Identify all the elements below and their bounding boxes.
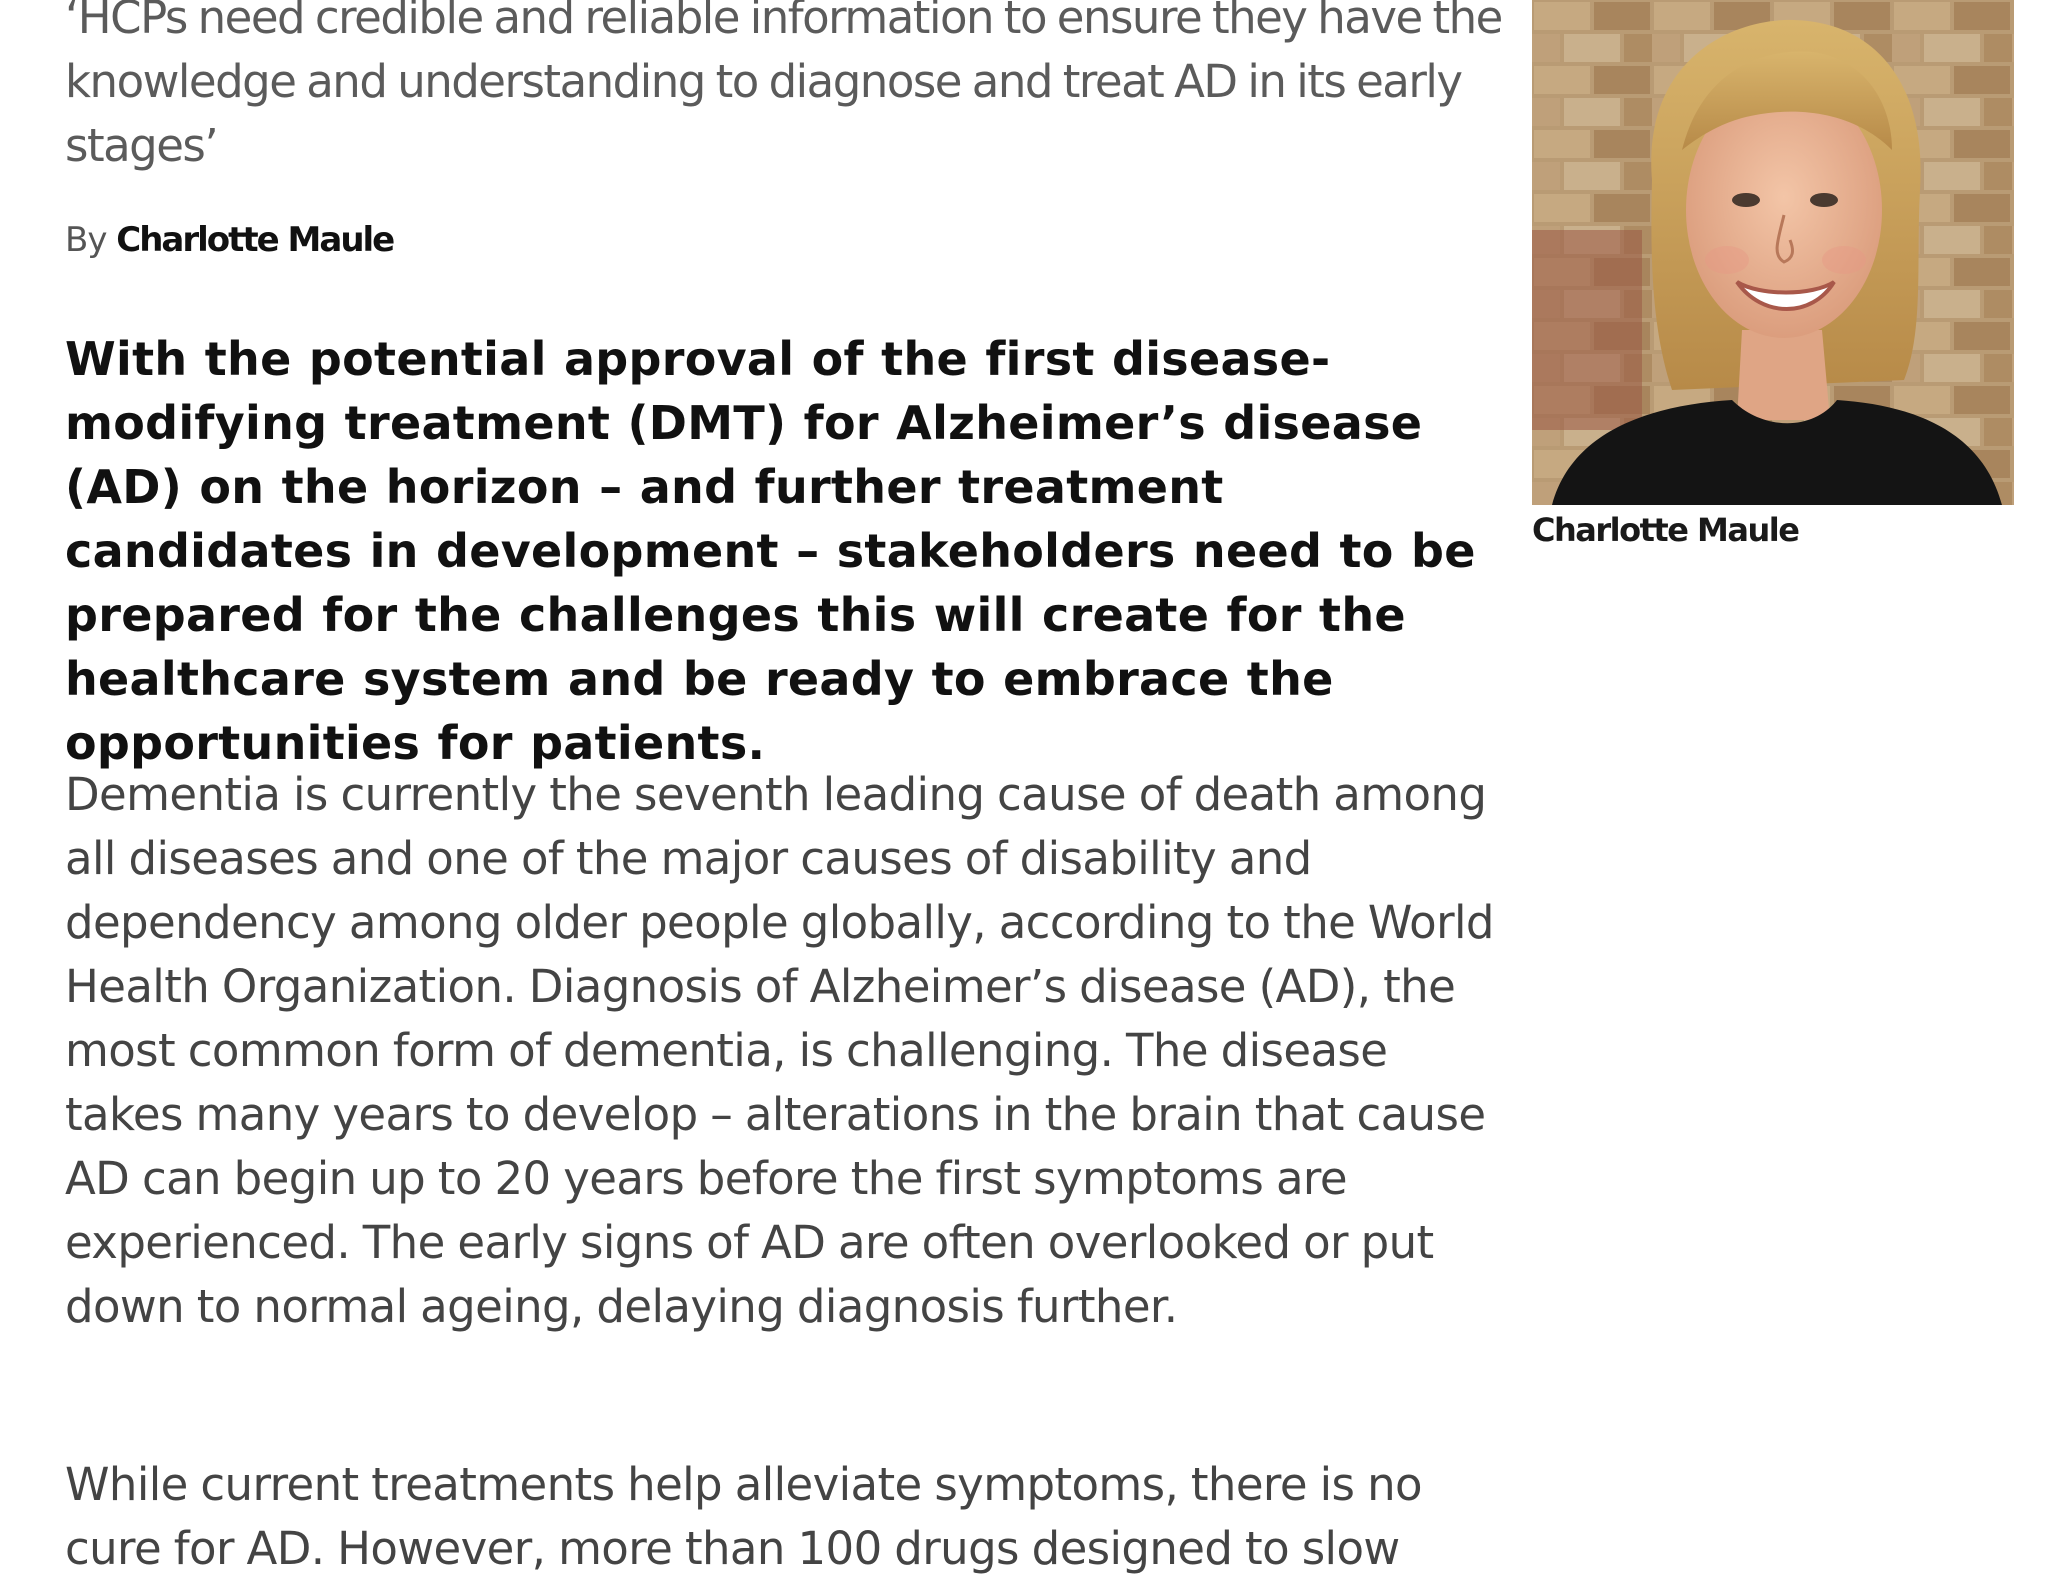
- portrait-photo-icon: [1532, 0, 2014, 505]
- article-lead-paragraph: With the potential approval of the first disease-modifying treatment (DMT) for Alzheimer’s disease (AD) on the horizon – and further treatment candidates in development – stakeholders need to be prepared for the challenges this will create for the healthcare system and be ready to embrace the opportunities for patients.: [65, 332, 1476, 770]
- byline-author-link[interactable]: Charlotte Maule: [116, 220, 394, 260]
- author-portrait-image: [1532, 0, 2014, 505]
- article-body-paragraph: Dementia is currently the seventh leading cause of death among all diseases and one of the major causes of disability and dependency among older people globally, according to the World Health Organization. Diagnosis of Alzheimer’s disease (AD), the most common form of dementia, is challenging. The disease takes many years to develop – alterations in the brain that cause AD can begin up to 20 years before the first symptoms are experienced. The early signs of AD are often overlooked or put down to normal ageing, delaying diagnosis further.: [65, 768, 1494, 1333]
- article-body-paragraph: While current treatments help alleviate symptoms, there is no cure for AD. However, more than 100 drugs designed to slow: [65, 1458, 1422, 1575]
- article-standfirst: ‘HCPs need credible and reliable information to ensure they have the knowledge and understanding to diagnose and treat AD in its early stages’: [65, 0, 1502, 172]
- article-byline: [65, 218, 393, 262]
- photo-caption: Charlotte Maule: [1532, 511, 1799, 549]
- byline-prefix: By: [65, 220, 107, 260]
